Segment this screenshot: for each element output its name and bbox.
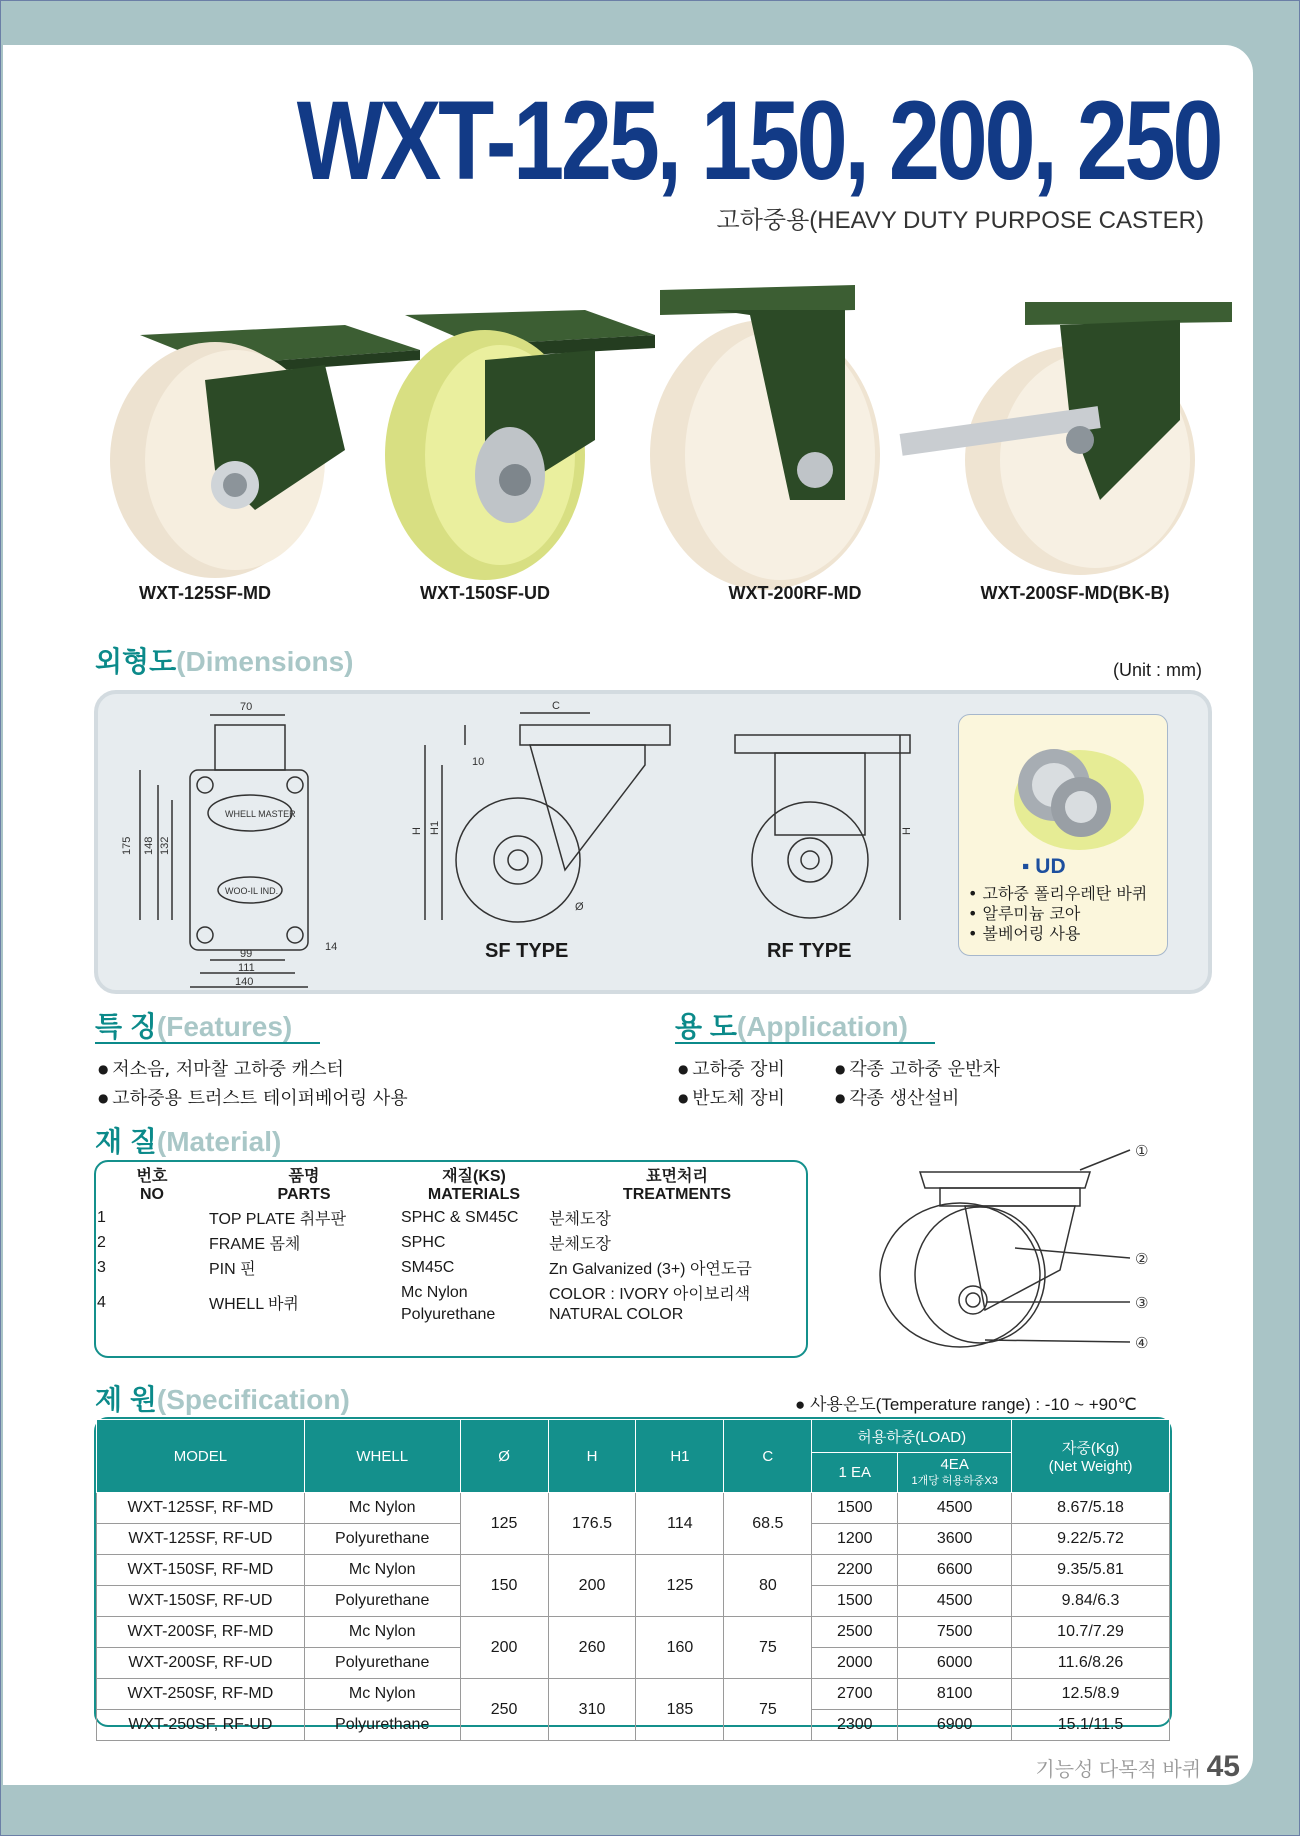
features-underline [95, 1042, 320, 1044]
spec-header: H1 [636, 1420, 724, 1493]
spec-table [96, 1419, 1170, 1741]
spec-header-row [97, 1420, 1170, 1453]
material-title: 재 질(Material) [95, 1126, 282, 1157]
dim-dia: Ø [575, 901, 584, 913]
table-row: WXT-250SF, RF-UD Polyurethane 2300 6900 15.1/11.5 [97, 1710, 1170, 1741]
callout-3: ③ [1135, 1294, 1149, 1312]
dimensions-title: 외형도(Dimensions) [95, 646, 354, 677]
table-row: WXT-200SF, RF-UD Polyurethane 2000 6000 11.6/8.26 [97, 1648, 1170, 1679]
ud-feature-list [968, 884, 1147, 944]
table-row: 2 FRAME 몸체 SPHC 분체도장 [97, 1233, 611, 1253]
spec-table-frame [94, 1417, 1172, 1733]
table-row: 1 TOP PLATE 취부판 SPHC & SM45C 분체도장 [97, 1208, 611, 1228]
ud-feature: • 볼베어링 사용 [968, 924, 1081, 943]
dim-h-sf: H [411, 827, 423, 835]
plate-stamp-bottom: WOO-IL IND. [225, 886, 279, 896]
dim-c: C [552, 700, 560, 712]
rf-type-label: RF TYPE [767, 940, 852, 962]
application-item: ● 각종 생산설비 [835, 1084, 1000, 1113]
product-image-150sf [375, 270, 665, 590]
table-row: WXT-150SF, RF-MD Mc Nylon 150 200 125 80 2200 6600 9.35/5.81 [97, 1555, 1170, 1586]
callout-1: ① [1135, 1142, 1149, 1160]
spec-header: 허용하중(LOAD) [812, 1420, 1012, 1453]
features-title: 특 징(Features) [95, 1011, 293, 1042]
table-row: WXT-125SF, RF-MD Mc Nylon 125 176.5 114 68.5 1500 4500 8.67/5.18 [97, 1493, 1170, 1524]
spec-header: H [548, 1420, 636, 1493]
application-item: ● 반도체 장비 [678, 1084, 785, 1113]
product-label: WXT-125SF-MD [138, 583, 271, 603]
dim-148: 148 [143, 836, 155, 855]
plate-stamp-top: WHELL MASTER [225, 809, 296, 819]
material-header: 표면처리 TREATMENTS [622, 1168, 732, 1203]
dim-132: 132 [159, 836, 171, 855]
spec-header: MODEL [97, 1420, 305, 1493]
material-table [96, 1162, 806, 1325]
table-row: WXT-200SF, RF-MD Mc Nylon 200 260 160 75 2500 7500 10.7/7.29 [97, 1617, 1170, 1648]
ud-title: ▪ UD [1022, 855, 1066, 878]
application-list-2 [835, 1055, 1000, 1113]
page-subtitle: 고하중용(HEAVY DUTY PURPOSE CASTER) [716, 207, 1204, 234]
application-item: ● 각종 고하중 운반차 [835, 1055, 1000, 1084]
spec-header: WHELL [304, 1420, 460, 1493]
ud-wheel-image [959, 715, 1167, 855]
dim-140: 140 [235, 976, 254, 988]
application-item: ● 고하중 장비 [678, 1055, 785, 1084]
application-list-1 [678, 1055, 785, 1113]
dim-70: 70 [240, 701, 253, 713]
material-table-frame [94, 1160, 808, 1358]
material-header: 번호 NO [136, 1168, 168, 1203]
spec-header: 자중(Kg) (Net Weight) [1012, 1420, 1170, 1493]
feature-item: ● 고하중용 트러스트 테이퍼베어링 사용 [98, 1084, 408, 1113]
material-header: 재질(KS) MATERIALS [427, 1168, 521, 1203]
material-header-row [96, 1162, 806, 1205]
caster-line-drawing [865, 1130, 1175, 1360]
ud-feature: • 알루미늄 코아 [968, 904, 1081, 923]
product-label: WXT-150SF-UD [419, 583, 551, 603]
dim-99: 99 [240, 948, 253, 960]
spec-title: 제 원(Specification) [95, 1384, 350, 1415]
page-footer: 기능성 다목적 바퀴 45 [1035, 1750, 1240, 1783]
callout-4: ④ [1135, 1334, 1149, 1352]
spec-header: Ø [460, 1420, 548, 1493]
temperature-range: ● 사용온도(Temperature range) : -10 ~ +90℃ [795, 1395, 1137, 1414]
spec-header: 4EA 1개당 허용하중X3 [898, 1453, 1012, 1493]
unit-label: (Unit : mm) [1113, 660, 1202, 680]
spec-header: 1 EA [812, 1453, 898, 1493]
feature-item: ● 저소음, 저마찰 고하중 캐스터 [98, 1055, 408, 1084]
dimension-drawings [120, 695, 1000, 988]
features-list [98, 1055, 408, 1113]
dim-175: 175 [121, 836, 133, 855]
table-row: WXT-250SF, RF-MD Mc Nylon 250 310 185 75 2700 8100 12.5/8.9 [97, 1679, 1170, 1710]
application-underline [675, 1042, 935, 1044]
product-label: WXT-200SF-MD(BK-B) [980, 583, 1170, 603]
table-row: 4 WHELL 바퀴 Mc Nylon COLOR : IVORY 아이보리색 [97, 1283, 751, 1313]
callout-2: ② [1135, 1250, 1149, 1268]
product-image-200sf-bk [880, 270, 1170, 590]
spec-header: C [724, 1420, 812, 1493]
dim-14: 14 [325, 941, 338, 953]
table-row: WXT-150SF, RF-UD Polyurethane 1500 4500 9.84/6.3 [97, 1586, 1170, 1617]
dim-h-rf: H [901, 827, 913, 835]
page-title: WXT-125, 150, 200, 250 [296, 78, 1220, 203]
material-header: 품명 PARTS [277, 1168, 331, 1203]
dim-h1-sf: H1 [429, 820, 441, 835]
table-row: Polyurethane NATURAL COLOR [401, 1306, 684, 1323]
table-row: WXT-125SF, RF-UD Polyurethane 1200 3600 9.22/5.72 [97, 1524, 1170, 1555]
ud-feature: • 고하중 폴리우레탄 바퀴 [968, 884, 1148, 903]
application-title: 용 도(Application) [675, 1011, 908, 1042]
product-label: WXT-200RF-MD [728, 583, 862, 603]
dim-10: 10 [472, 756, 485, 768]
product-image-125sf [95, 270, 385, 590]
table-row: 3 PIN 핀 SM45C Zn Galvanized (3+) 아연도금 [97, 1258, 752, 1278]
sf-type-label: SF TYPE [485, 940, 569, 962]
dim-111: 111 [238, 962, 255, 974]
